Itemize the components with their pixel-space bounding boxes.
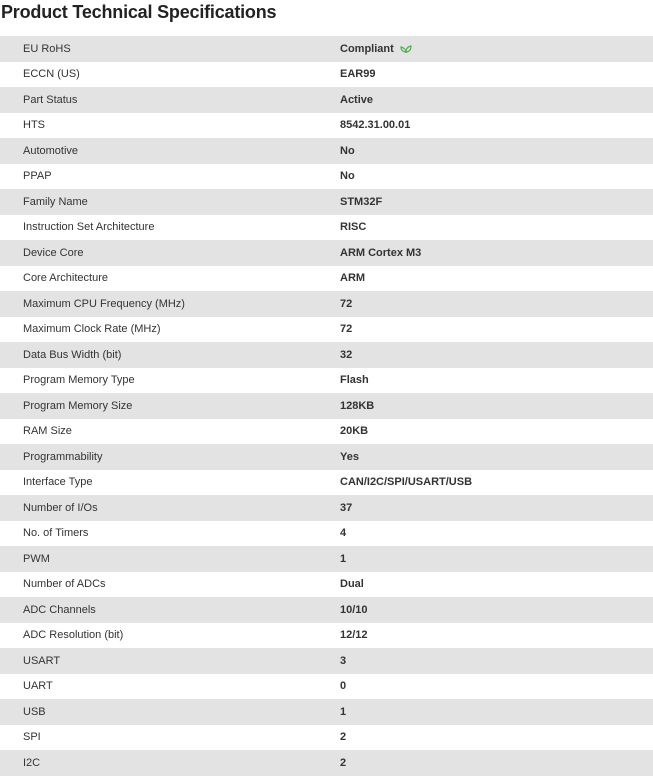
spec-label: USB: [23, 705, 46, 718]
spec-row: [0, 215, 653, 241]
spec-value: 8542.31.00.01: [340, 119, 411, 132]
spec-value: 4: [340, 527, 347, 540]
spec-value: RISC: [340, 221, 367, 234]
spec-value: Dual: [340, 578, 364, 591]
spec-value-cell: [340, 572, 653, 598]
spec-value: Active: [340, 93, 374, 106]
spec-value-cell: [340, 266, 653, 292]
spec-row: [0, 138, 653, 164]
spec-label: Part Status: [23, 93, 78, 106]
spec-value: ARM: [340, 272, 366, 285]
spec-row: [0, 444, 653, 470]
spec-row: [0, 87, 653, 113]
spec-value: Yes: [340, 450, 359, 463]
spec-value: CAN/I2C/SPI/USART/USB: [340, 476, 473, 489]
spec-label: USART: [23, 654, 61, 667]
spec-value-cell: [340, 699, 653, 725]
spec-value-cell: [340, 240, 653, 266]
spec-value-cell: [340, 419, 653, 445]
page-title: Product Technical Specifications: [1, 2, 277, 22]
spec-value: 10/10: [340, 603, 368, 616]
spec-row: [0, 291, 653, 317]
spec-row: [0, 470, 653, 496]
spec-label: Number of ADCs: [23, 578, 106, 591]
spec-value-cell: [340, 87, 653, 113]
spec-value: 0: [340, 680, 347, 693]
spec-value-cell: [340, 648, 653, 674]
spec-value-cell: [340, 138, 653, 164]
spec-row: [0, 572, 653, 598]
spec-value-cell: [340, 317, 653, 343]
spec-value: 20KB: [340, 425, 369, 438]
spec-label: Family Name: [23, 195, 88, 208]
spec-value: 2: [340, 731, 347, 744]
spec-label: No. of Timers: [23, 527, 89, 540]
spec-row: [0, 597, 653, 623]
spec-value-cell: [340, 444, 653, 470]
spec-label: RAM Size: [23, 425, 72, 438]
spec-value: Compliant: [340, 42, 394, 55]
spec-value: STM32F: [340, 195, 383, 208]
spec-label: PWM: [23, 552, 50, 565]
spec-value-cell: [340, 164, 653, 190]
spec-value-cell: [340, 623, 653, 649]
spec-label: Instruction Set Architecture: [23, 221, 155, 234]
spec-label: Programmability: [23, 450, 103, 463]
spec-value: 72: [340, 323, 353, 336]
spec-label: Device Core: [23, 246, 84, 259]
spec-value: 3: [340, 654, 347, 667]
spec-value-cell: [340, 113, 653, 139]
spec-value: Flash: [340, 374, 369, 387]
spec-value: 12/12: [340, 629, 368, 642]
spec-row: [0, 36, 653, 62]
spec-row: [0, 546, 653, 572]
spec-row: [0, 623, 653, 649]
spec-value: EAR99: [340, 68, 376, 81]
spec-value: 128KB: [340, 399, 375, 412]
spec-label: Core Architecture: [23, 272, 108, 285]
spec-value: 1: [340, 705, 347, 718]
spec-row: [0, 419, 653, 445]
spec-value-cell: [340, 725, 653, 751]
specifications-table: [0, 36, 653, 776]
spec-row: [0, 240, 653, 266]
spec-value-cell: [340, 291, 653, 317]
spec-value-cell: [340, 470, 653, 496]
spec-row: [0, 164, 653, 190]
spec-label: UART: [23, 680, 53, 693]
spec-value-cell: [340, 546, 653, 572]
spec-value-cell: [340, 750, 653, 776]
spec-value: 32: [340, 348, 353, 361]
spec-value: 72: [340, 297, 353, 310]
spec-value-cell: [340, 36, 653, 62]
spec-row: [0, 393, 653, 419]
spec-value-cell: [340, 215, 653, 241]
spec-value-cell: [340, 521, 653, 547]
spec-label: Maximum Clock Rate (MHz): [23, 323, 161, 336]
spec-value-cell: [340, 674, 653, 700]
spec-row: [0, 495, 653, 521]
spec-row: [0, 674, 653, 700]
spec-label: ECCN (US): [23, 68, 80, 81]
spec-label: EU RoHS: [23, 42, 71, 55]
spec-label: Program Memory Type: [23, 374, 135, 387]
spec-label: Number of I/Os: [23, 501, 98, 514]
spec-row: [0, 521, 653, 547]
spec-row: [0, 368, 653, 394]
spec-label: PPAP: [23, 170, 52, 183]
spec-row: [0, 725, 653, 751]
spec-value: 2: [340, 756, 347, 769]
leaf-icon: [400, 44, 412, 54]
spec-label: HTS: [23, 119, 45, 132]
spec-row: [0, 648, 653, 674]
spec-value: No: [340, 144, 355, 157]
spec-row: [0, 750, 653, 776]
spec-value: ARM Cortex M3: [340, 246, 422, 259]
spec-row: [0, 317, 653, 343]
spec-label: Interface Type: [23, 476, 93, 489]
spec-label: ADC Channels: [23, 603, 96, 616]
spec-label: Program Memory Size: [23, 399, 133, 412]
spec-value-cell: [340, 189, 653, 215]
specifications-body: [0, 36, 653, 776]
spec-value-cell: [340, 495, 653, 521]
spec-label: SPI: [23, 731, 41, 744]
spec-row: [0, 266, 653, 292]
spec-value-cell: [340, 393, 653, 419]
spec-row: [0, 189, 653, 215]
spec-value-cell: [340, 62, 653, 88]
spec-value-cell: [340, 342, 653, 368]
spec-value-cell: [340, 597, 653, 623]
spec-label: I2C: [23, 756, 41, 769]
spec-label: ADC Resolution (bit): [23, 629, 124, 642]
spec-value: No: [340, 170, 355, 183]
spec-label: Automotive: [23, 144, 79, 157]
spec-label: Data Bus Width (bit): [23, 348, 122, 361]
spec-label: Maximum CPU Frequency (MHz): [23, 297, 185, 310]
spec-row: [0, 113, 653, 139]
spec-row: [0, 62, 653, 88]
spec-row: [0, 699, 653, 725]
spec-row: [0, 342, 653, 368]
spec-value: 37: [340, 501, 353, 514]
spec-value-cell: [340, 368, 653, 394]
spec-value: 1: [340, 552, 347, 565]
